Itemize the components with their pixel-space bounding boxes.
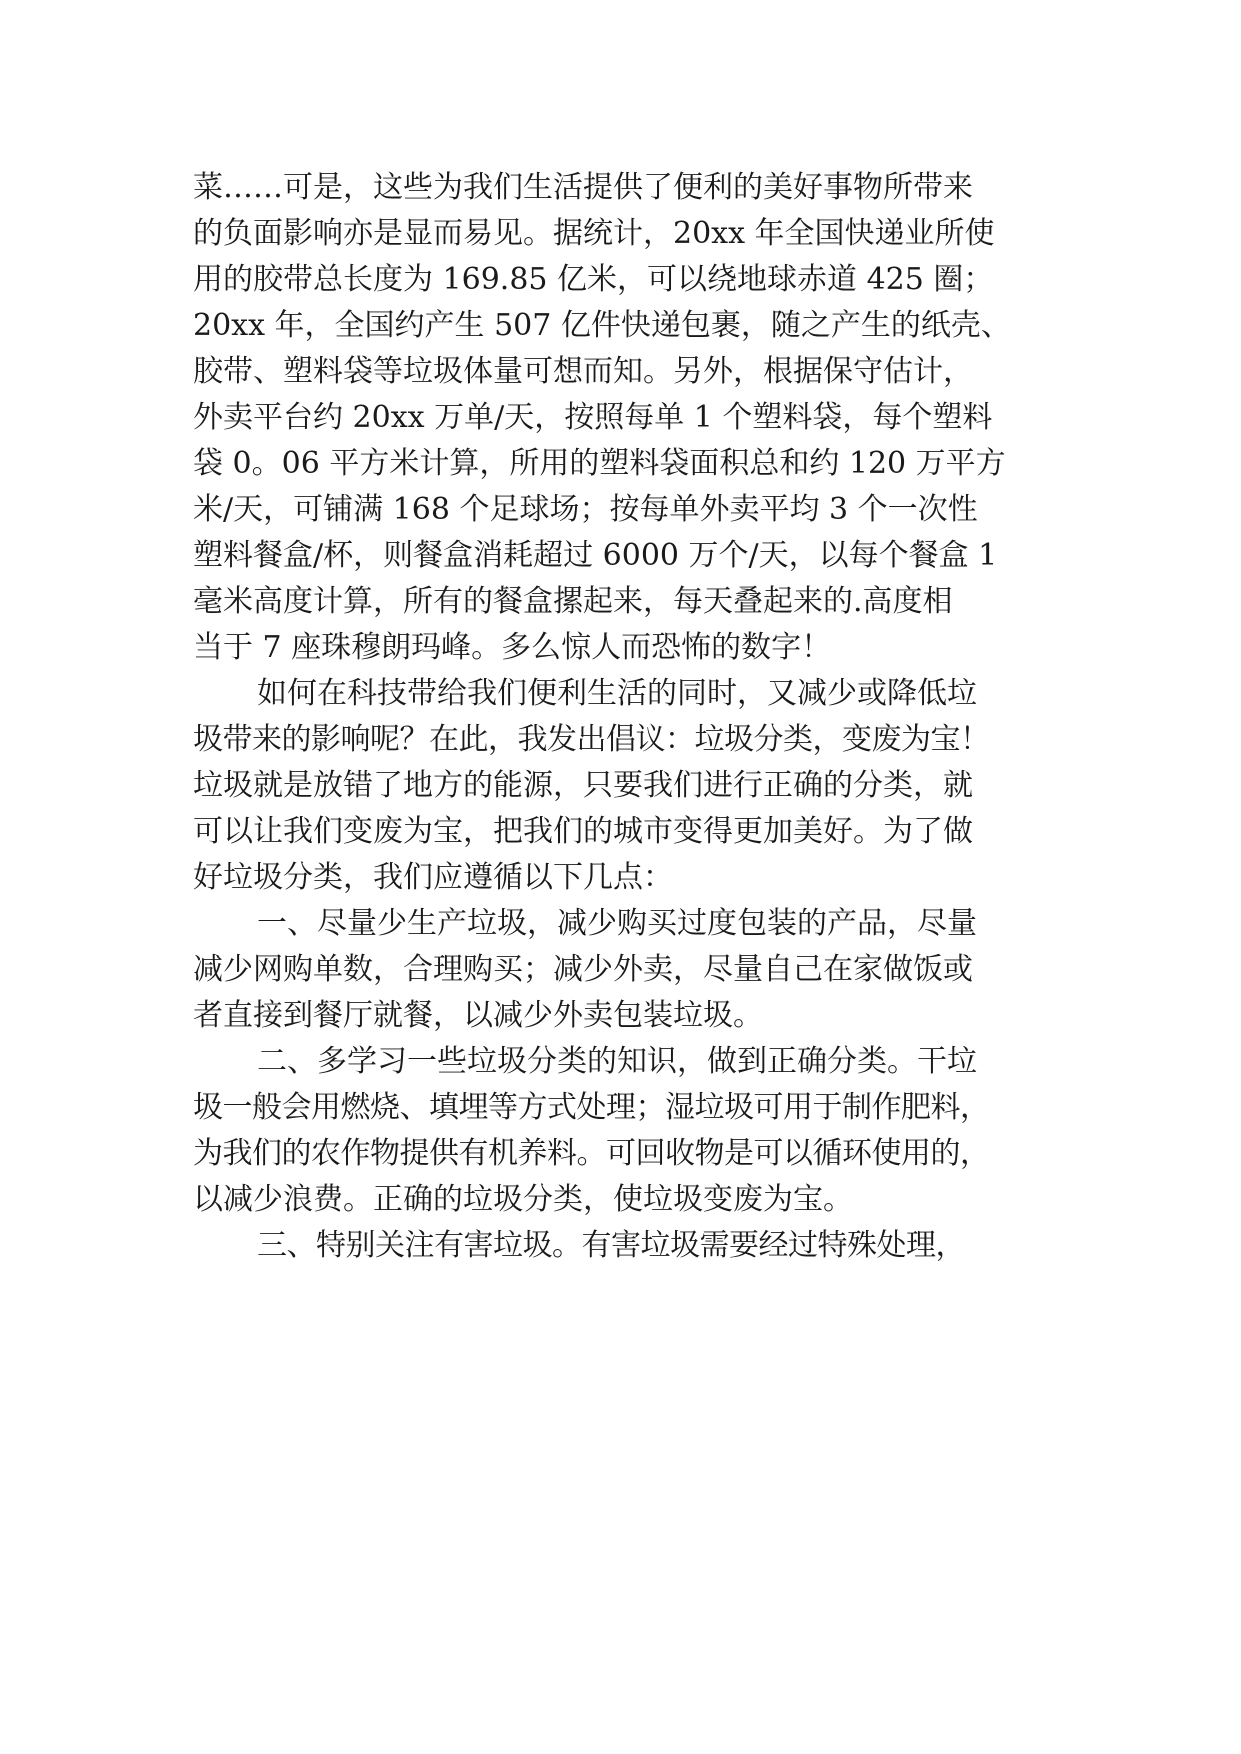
paragraph-4 <box>193 1039 1063 1223</box>
text-line: 外卖平台约 20xx 万单/天，按照每单 1 个塑料袋，每个塑料 <box>193 400 993 435</box>
text-line: 者直接到餐厅就餐，以减少外卖包装垃圾。 <box>193 998 763 1033</box>
text-line: 胶带、塑料袋等垃圾体量可想而知。另外，根据保守估计， <box>193 354 973 389</box>
text-line: 为我们的农作物提供有机养料。可回收物是可以循环使用的， <box>193 1136 990 1171</box>
text-line: 塑料餐盒/杯，则餐盒消耗超过 6000 万个/天，以每个餐盒 1 <box>193 538 998 573</box>
text-line: 当于 7 座珠穆朗玛峰。多么惊人而恐怖的数字！ <box>193 630 832 665</box>
text-line: 可以让我们变废为宝，把我们的城市变得更加美好。为了做 <box>193 814 973 849</box>
text-line: 用的胶带总长度为 169.85 亿米，可以绕地球赤道 425 圈； <box>193 262 994 297</box>
text-line: 20xx 年，全国约产生 507 亿件快递包裹，随之产生的纸壳、 <box>193 308 1011 343</box>
text-line: 圾一般会用燃烧、填埋等方式处理；湿垃圾可用于制作肥料， <box>193 1090 990 1125</box>
text-line: 减少网购单数，合理购买；减少外卖，尽量自己在家做饭或 <box>193 952 973 987</box>
text-line: 一、尽量少生产垃圾，减少购买过度包装的产品，尽量 <box>257 906 977 941</box>
text-line: 好垃圾分类，我们应遵循以下几点： <box>193 860 673 895</box>
text-line: 毫米高度计算，所有的餐盒摞起来，每天叠起来的.高度相 <box>193 584 953 619</box>
text-line: 以减少浪费。正确的垃圾分类，使垃圾变废为宝。 <box>193 1182 853 1217</box>
text-line: 垃圾就是放错了地方的能源，只要我们进行正确的分类，就 <box>193 768 973 803</box>
paragraph-2 <box>193 671 1063 901</box>
document-body <box>193 165 1063 1269</box>
text-line: 袋 0。06 平方米计算，所用的塑料袋面积总和约 120 万平方 <box>193 446 1006 481</box>
text-line: 圾带来的影响呢？在此，我发出倡议：垃圾分类，变废为宝！ <box>193 722 990 757</box>
text-line: 菜……可是，这些为我们生活提供了便利的美好事物所带来 <box>193 170 973 205</box>
text-line: 的负面影响亦是显而易见。据统计，20xx 年全国快递业所使 <box>193 216 995 251</box>
text-line: 二、多学习一些垃圾分类的知识，做到正确分类。干垃 <box>257 1044 977 1079</box>
text-line: 米/天，可铺满 168 个足球场；按每单外卖平均 3 个一次性 <box>193 492 978 527</box>
text-line: 三、特别关注有害垃圾。有害垃圾需要经过特殊处理， <box>257 1228 965 1263</box>
text-line: 如何在科技带给我们便利生活的同时，又减少或降低垃 <box>257 676 977 711</box>
paragraph-5 <box>193 1223 1063 1269</box>
paragraph-1 <box>193 165 1063 671</box>
paragraph-3 <box>193 901 1063 1039</box>
